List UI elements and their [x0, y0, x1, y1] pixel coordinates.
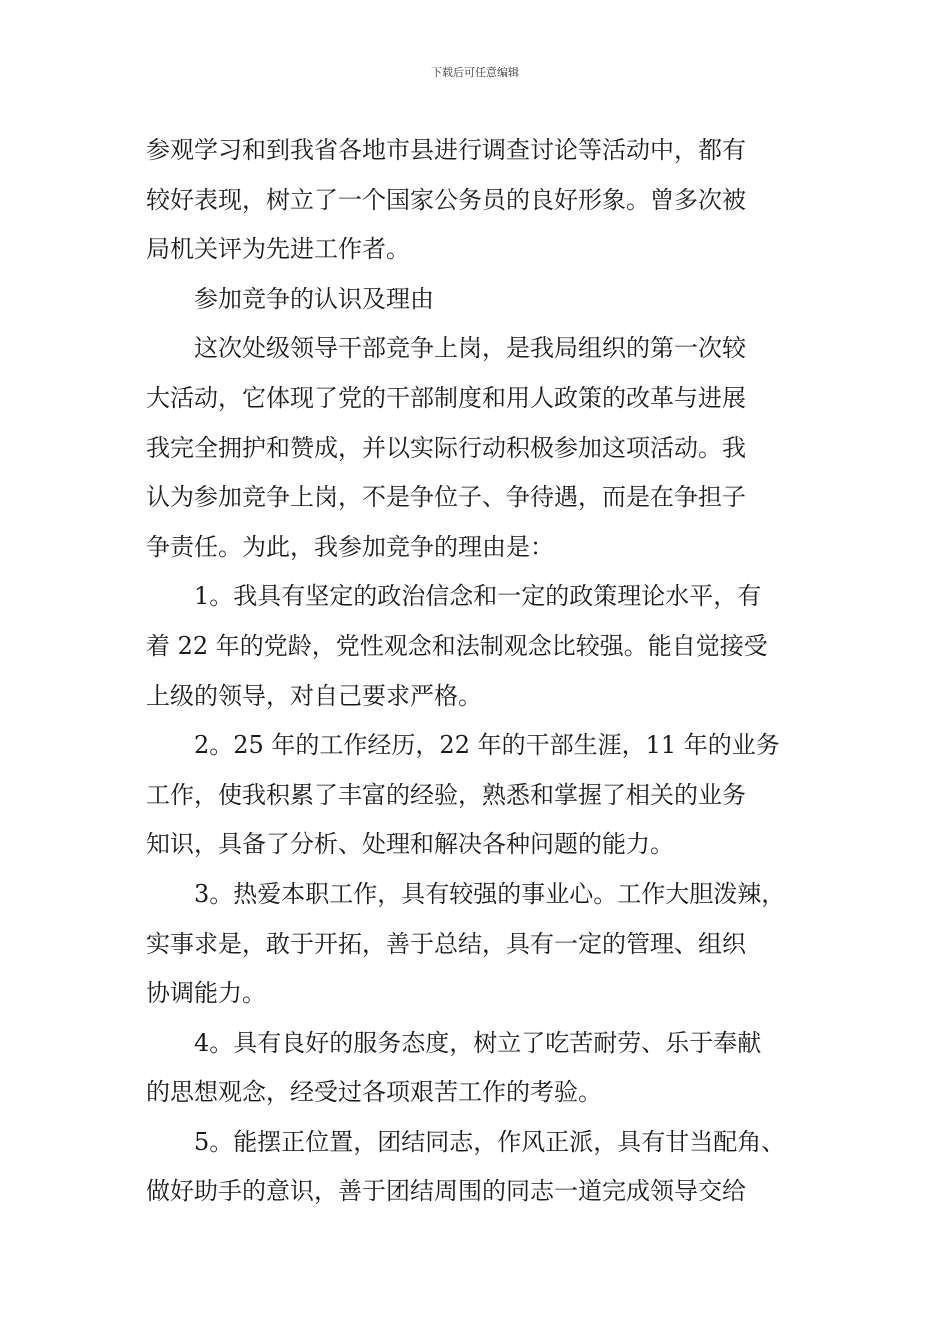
list-item-5: 5。能摆正位置，团结同志，作风正派，具有甘当配角、 [194, 1127, 786, 1156]
page-header: 下载后可任意编辑 [431, 66, 519, 79]
text-line: 知识，具备了分析、处理和解决各种问题的能力。 [146, 830, 674, 859]
text-line: 我完全拥护和赞成，并以实际行动积极参加这项活动。我 [146, 433, 746, 462]
text-line: 参观学习和到我省各地市县进行调查讨论等活动中，都有 [146, 136, 746, 164]
text-line: 大活动，它体现了党的干部制度和用人政策的改革与进展 [146, 383, 746, 412]
text-line: 局机关评为先进工作者。 [146, 235, 410, 264]
list-item-3: 3。热爱本职工作，具有较强的事业心。工作大胆泼辣， [194, 879, 786, 908]
text-line: 认为参加竞争上岗，不是争位子、争待遇，而是在争担子 [146, 483, 746, 512]
text-line: 上级的领导，对自己要求严格。 [146, 681, 482, 710]
list-item-2: 2。25 年的工作经历，22 年的干部生涯，11 年的业务 [194, 731, 780, 760]
section-heading: 参加竞争的认识及理由 [194, 284, 434, 313]
text-line: 争责任。为此，我参加竞争的理由是： [146, 532, 554, 561]
text-line: 的思想观念，经受过各项艰苦工作的考验。 [146, 1078, 602, 1107]
text-line: 实事求是，敢于开拓，善于总结，具有一定的管理、组织 [146, 929, 746, 958]
list-item-1: 1。我具有坚定的政治信念和一定的政策理论水平，有 [194, 582, 762, 611]
text-line: 着 22 年的党龄，党性观念和法制观念比较强。能自觉接受 [146, 631, 768, 660]
text-line: 协调能力。 [146, 979, 266, 1008]
list-item-4: 4。具有良好的服务态度，树立了吃苦耐劳、乐于奉献 [194, 1028, 762, 1057]
text-line: 工作，使我积累了丰富的经验，熟悉和掌握了相关的业务 [146, 780, 746, 809]
text-line: 较好表现，树立了一个国家公务员的良好形象。曾多次被 [146, 185, 746, 214]
document-body [146, 126, 816, 1217]
text-line: 这次处级领导干部竞争上岗，是我局组织的第一次较 [194, 334, 746, 363]
text-line: 做好助手的意识，善于团结周围的同志一道完成领导交给 [146, 1177, 746, 1206]
